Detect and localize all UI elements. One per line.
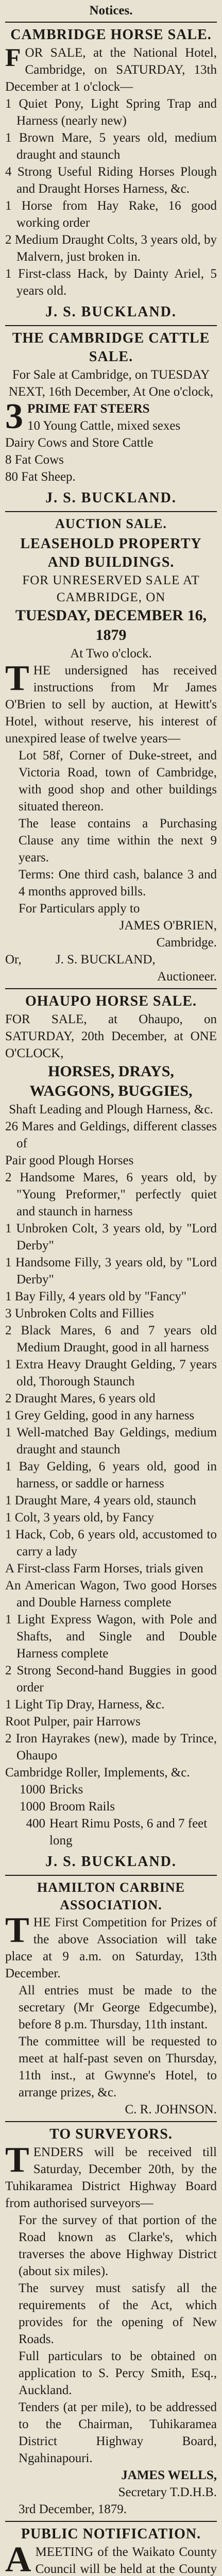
- auction-place: Cambridge.: [156, 936, 217, 950]
- horse-sale-intro: OR SALE, at the National Hotel, Cambridge, on SATURDAY, 13th December at 1 o'clock—: [5, 46, 217, 94]
- carbine-body: HE First Competition for Prizes of the above Association will take place at 9 a.m. on Saturday, 13th December.: [5, 1916, 217, 1980]
- surveyors-title: TO SURVEYORS.: [49, 2126, 173, 2142]
- ohaupo-item: 1 Grey Gelding, good in any harness: [5, 1409, 195, 1422]
- ohaupo-item: 2 Handsome Mares, 6 years old, by "Young Preformer," perfectly quiet and staunch in harness: [5, 1171, 217, 1218]
- lot-quantity: 400: [26, 1817, 45, 1831]
- auction-heading: LEASEHOLD PROPERTY AND BUILDINGS.: [20, 536, 202, 570]
- ohaupo-item: Cambridge Roller, Implements, &c.: [5, 1766, 190, 1780]
- divider: [5, 1875, 217, 1876]
- ohaupo-signature: J. S. BUCKLAND.: [45, 1854, 177, 1870]
- auction-name: JAMES O'BRIEN,: [119, 919, 217, 933]
- auction-or-label: Or,: [5, 953, 22, 967]
- table-row: [5, 1781, 217, 1798]
- cattle-sale-signature: J. S. BUCKLAND.: [45, 490, 177, 506]
- carbine-dropcap: T: [5, 1910, 29, 1950]
- ohaupo-item: 1 Hack, Cob, 6 years old, accustomed to carry a lady: [5, 1528, 217, 1558]
- carbine-notice: [5, 1879, 217, 2118]
- surveyors-role: Secretary T.D.H.B.: [118, 2485, 217, 2499]
- surveyors-body: ENDERS will be received till Saturday, December 20th, by the Tuhikaramea District Highway Board from authorised surveyors—: [5, 2145, 217, 2210]
- divider: [5, 2121, 217, 2122]
- horse-sale-title: CAMBRIDGE HORSE SALE.: [10, 27, 212, 43]
- lot-description: Broom Rails: [49, 1800, 115, 1814]
- surveyors-body: For the survey of that portion of the Road known as Clarke's, which traverses the above Highway District (about six miles).: [19, 2213, 217, 2278]
- horse-sale-item: 1 Quiet Pony, Light Spring Trap and Harness (nearly new): [5, 97, 217, 128]
- ohaupo-notice: [5, 992, 217, 1872]
- horse-sale-item: 1 First-class Hack, by Dainty Ariel, 5 years old.: [5, 267, 217, 298]
- auction-or: [5, 951, 217, 968]
- notices-header: Notices.: [89, 4, 133, 18]
- cattle-sale-item: 8 Fat Cows: [5, 453, 64, 467]
- auction-body: HE undersigned has received instructions from Mr James O'Brien to sell by auction, at Hewitt's Hotel, without reserve, his interest of unexpired lease of twelve years—: [5, 664, 217, 745]
- auction-time: At Two o'clock.: [70, 647, 152, 660]
- table-row: [5, 1815, 217, 1849]
- ohaupo-lots-table: [5, 1781, 217, 1849]
- auction-date: TUESDAY, DECEMBER 16, 1879: [15, 607, 207, 643]
- cattle-sale-item: Dairy Cows and Store Cattle: [5, 436, 153, 450]
- ohaupo-item: 3 Unbroken Colts and Fillies: [5, 1307, 154, 1320]
- surveyors-date: 3rd December, 1879.: [19, 2502, 127, 2516]
- ohaupo-item: Pair good Plough Horses: [5, 1154, 134, 1167]
- surveyors-body: Full particulars to be obtained on application to S. Percy Smith, Esq., Auckland.: [19, 2349, 217, 2397]
- ohaupo-intro: FOR SALE, at Ohaupo, on SATURDAY, 20th December, at ONE O'CLOCK,: [5, 1012, 217, 1060]
- ohaupo-item: An American Wagon, Two good Horses and Double Harness complete: [5, 1579, 217, 1609]
- auction-dropcap: T: [5, 658, 29, 698]
- divider: [5, 511, 217, 512]
- surveyors-body: The survey must satisfy all the requirements of the Act, which provides for the opening of New Roads.: [19, 2281, 217, 2346]
- lot-quantity: 1000: [20, 1783, 45, 1797]
- ohaupo-item: 1 Handsome Filly, 3 years old, by "Lord Derby": [5, 1256, 217, 1286]
- surveyors-name: JAMES WELLS,: [121, 2468, 217, 2482]
- public-body: MEETING of the Waikato County Council will be held at the County: [35, 2545, 217, 2576]
- carbine-body: The committee will be requested to meet at half-past seven on Thursday, 11th inst., at Gwynne's Hotel, to arrange prizes, &c.: [19, 2035, 217, 2099]
- carbine-title: HAMILTON CARBINE ASSOCIATION.: [37, 1880, 185, 1912]
- ohaupo-item: 1 Well-matched Bay Geldings, medium draught and staunch: [5, 1426, 217, 1456]
- ohaupo-item-list: [5, 1118, 217, 1781]
- auction-body: The lease contains a Purchasing Clause any time within the next 9 years.: [19, 817, 217, 865]
- cattle-sale-intro: For Sale at Cambridge, on TUESDAY NEXT, 16th December, At One o'clock,: [8, 368, 214, 399]
- ohaupo-heading: HORSES, DRAYS, WAGGONS, BUGGIES,: [29, 1063, 193, 1099]
- auction-auctioneer-name: J. S. BUCKLAND,: [55, 953, 156, 967]
- lot-quantity: 1000: [20, 1800, 45, 1814]
- divider: [5, 325, 217, 326]
- ohaupo-item: 1 Extra Heavy Draught Gelding, 7 years old, Thorough Staunch: [5, 1358, 217, 1388]
- cattle-sale-title: THE CAMBRIDGE CATTLE SALE.: [12, 330, 210, 365]
- ohaupo-item: 2 Draught Mares, 6 years old: [5, 1392, 156, 1405]
- lot-description: Bricks: [49, 1783, 83, 1797]
- surveyors-dropcap: T: [5, 2140, 29, 2180]
- ohaupo-item: 1 Colt, 3 years old, by Fancy: [5, 1511, 154, 1524]
- cattle-sale-item: 80 Fat Sheep.: [5, 470, 76, 484]
- ohaupo-item: 1 Bay Gelding, 6 years old, good in harness, or saddle or harness: [5, 1460, 217, 1490]
- ohaupo-item: 26 Mares and Geldings, different classes of: [5, 1120, 217, 1150]
- cattle-sale-lead: PRIME FAT STEERS: [27, 402, 150, 416]
- surveyors-notice: [5, 2125, 217, 2518]
- table-row: [5, 1798, 217, 1815]
- cattle-sale-dropcap: 3: [5, 397, 23, 436]
- ohaupo-item: A First-class Farm Horses, trials given: [5, 1562, 203, 1575]
- carbine-body: All entries must be made to the secretary (Mr George Edgecumbe), before 8 p.m. Thursday, 11th instant.: [19, 1984, 217, 2031]
- surveyors-body: Tenders (at per mile), to be addressed to the Chairman, Tuhikaramea District Highway Board, Ngahinapouri.: [19, 2400, 217, 2465]
- cattle-sale-notice: [5, 329, 217, 508]
- horse-sale-dropcap: F: [5, 43, 21, 72]
- divider: [5, 22, 217, 23]
- public-dropcap: A: [5, 2540, 31, 2576]
- ohaupo-item: Root Pulper, pair Harrows: [5, 1715, 141, 1728]
- public-title: PUBLIC NOTIFICATION.: [21, 2526, 201, 2542]
- auction-notice: [5, 515, 217, 985]
- auction-role: Auctioneer.: [157, 970, 217, 984]
- auction-title: AUCTION SALE.: [55, 516, 167, 531]
- ohaupo-sub: Shaft Leading and Plough Harness, &c.: [9, 1103, 213, 1116]
- horse-sale-item: 4 Strong Useful Riding Horses Plough and Draught Horses Harness, &c.: [5, 165, 217, 196]
- auction-body: Terms: One third cash, balance 3 and 4 months approved bills.: [19, 868, 217, 899]
- ohaupo-item: 2 Black Mares, 6 and 7 years old Medium Draught, good in all harness: [5, 1324, 217, 1354]
- horse-sale-item: 2 Medium Draught Colts, 3 years old, by Malvern, just broken in.: [5, 233, 217, 264]
- ohaupo-item: 1 Light Express Wagon, with Pole and Shafts, and Single and Double Harness complete: [5, 1613, 217, 1660]
- horse-sale-notice: [5, 26, 217, 322]
- horse-sale-signature: J. S. BUCKLAND.: [45, 304, 177, 320]
- ohaupo-item: 1 Unbroken Colt, 3 years old, by "Lord Derby": [5, 1222, 217, 1252]
- auction-body: Lot 58f, Corner of Duke-street, and Victoria Road, town of Cambridge, with good shop and other buildings situated thereon.: [19, 749, 217, 814]
- ohaupo-item: 1 Bay Filly, 4 years old by "Fancy": [5, 1290, 187, 1303]
- cattle-sale-item: 10 Young Cattle, mixed sexes: [27, 419, 181, 433]
- lot-description: Heart Rimu Posts, 6 and 7 feet long: [49, 1817, 208, 1848]
- divider: [5, 988, 217, 989]
- public-notice: [5, 2525, 217, 2576]
- ohaupo-item: 1 Light Tip Dray, Harness, &c.: [5, 1698, 165, 1711]
- ohaupo-item: 2 Iron Hayrakes (new), made by Trince, Ohaupo: [5, 1732, 217, 1762]
- horse-sale-item: 1 Brown Mare, 5 years old, medium draught and staunch: [5, 131, 217, 162]
- ohaupo-item: 1 Draught Mare, 4 years old, staunch: [5, 1494, 196, 1507]
- divider: [5, 2521, 217, 2522]
- auction-subtitle: FOR UNRESERVED SALE AT CAMBRIDGE, ON: [22, 573, 200, 604]
- ohaupo-item: 2 Strong Second-hand Buggies in good order: [5, 1664, 217, 1694]
- horse-sale-item: 1 Horse from Hay Rake, 16 good working order: [5, 199, 217, 230]
- carbine-signature: C. R. JOHNSON.: [125, 2103, 217, 2116]
- auction-body: For Particulars apply to: [19, 902, 140, 916]
- ohaupo-title: OHAUPO HORSE SALE.: [25, 993, 197, 1009]
